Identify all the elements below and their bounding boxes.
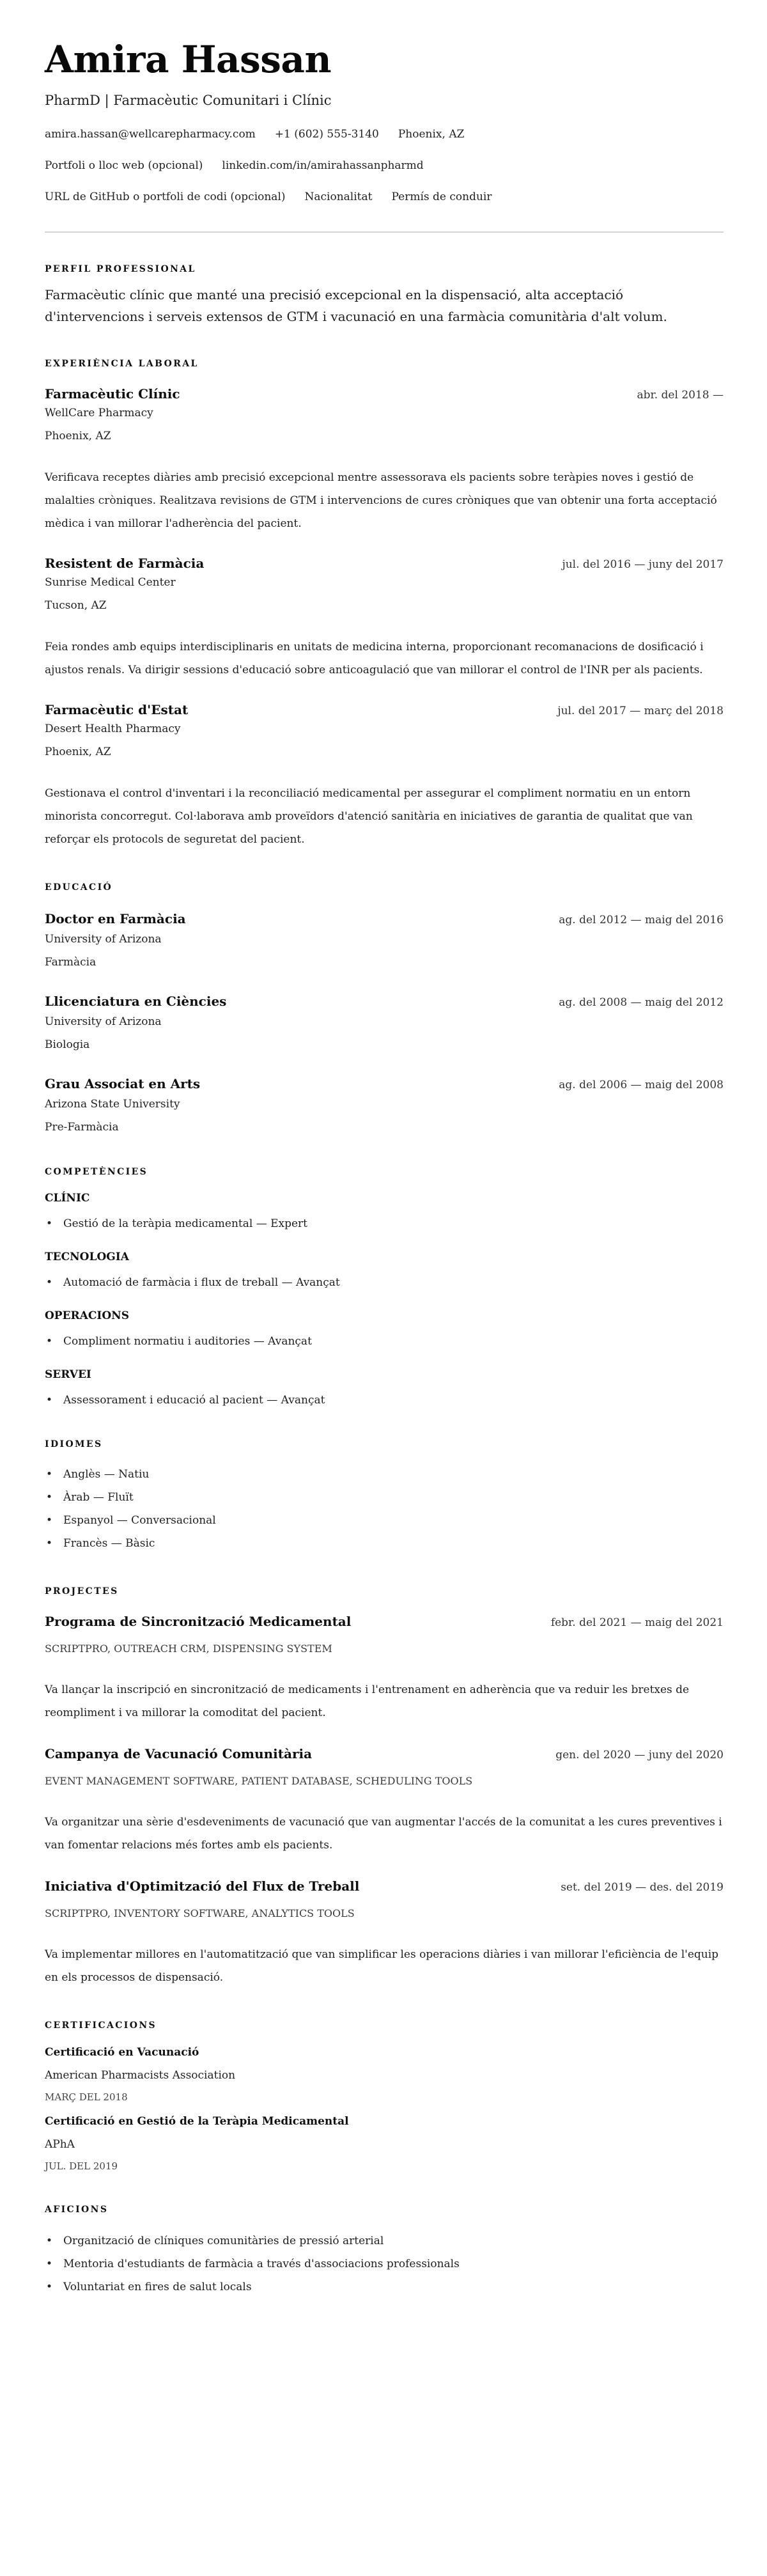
contact-driving-license: Permís de conduir (391, 191, 492, 203)
summary-text: Farmacèutic clínic que manté una precisió excepcional en la dispensació, alta acceptació d'intervencions i serveis extensos de GTM i vacunació en una farmàcia comunitària d'alt volum. (45, 287, 667, 324)
contact-nationality: Nacionalitat (304, 191, 373, 203)
project-name: Iniciativa d'Optimització del Flux de Treball (45, 1878, 360, 1894)
contact-row (45, 189, 724, 205)
project-dates: febr. del 2021 — maig del 2021 (550, 1616, 724, 1629)
skill-group (45, 1308, 724, 1349)
contact-portfolio[interactable]: Portfoli o lloc web (opcional) (45, 159, 203, 172)
experience-item (45, 385, 724, 535)
skill-group (45, 1249, 724, 1290)
school-name: University of Arizona (45, 1015, 162, 1028)
education-item (45, 1075, 724, 1136)
language-item: • Àrab — Fluït (45, 1486, 724, 1509)
job-company: WellCare Pharmacy (45, 407, 153, 419)
hobby-list (45, 2229, 724, 2299)
skill-group (45, 1190, 724, 1231)
project-tech-stack: SCRIPTPRO, INVENTORY SOFTWARE, ANALYTICS TOOLS (45, 1907, 355, 1919)
section-experience (45, 358, 724, 851)
certification-name: Certificació en Gestió de la Teràpia Medicamental (45, 2115, 349, 2128)
job-description: Feia rondes amb equips interdisciplinaris en unitats de medicina interna, proporcionant recomanacions de dosificació i ajustos renals. Va dirigir sessions d'educació sobre anticoagulació que van millorar el control de l'INR per als pacients. (45, 641, 704, 676)
contact-location: Phoenix, AZ (398, 128, 465, 141)
project-tech-stack: SCRIPTPRO, OUTREACH CRM, DISPENSING SYSTEM (45, 1643, 332, 1655)
degree-field: Pre-Farmàcia (45, 1121, 119, 1134)
language-list (45, 1463, 724, 1555)
job-dates: abr. del 2018 — (637, 389, 724, 402)
job-description: Gestionava el control d'inventari i la reconciliació medicamental per assegurar el compliment normatiu en un entorn minorista concorregut. Col·laborava amb proveïdors d'atenció sanitària en iniciatives de garantia de qualitat que van reforçar els protocols de seguretat del pacient. (45, 787, 693, 846)
section-title: PERFIL PROFESSIONAL (45, 264, 196, 274)
resume-header (45, 37, 724, 205)
section-title: CERTIFICACIONS (45, 2020, 157, 2031)
project-item (45, 1877, 724, 1989)
skill-list (45, 1334, 724, 1349)
section-title: IDIOMES (45, 1439, 103, 1449)
language-item: • Anglès — Natiu (45, 1463, 724, 1486)
skill-category: OPERACIONS (45, 1309, 129, 1322)
section-title: COMPETÈNCIES (45, 1167, 148, 1177)
job-title: Resistent de Farmàcia (45, 556, 205, 571)
education-item (45, 992, 724, 1053)
section-title: PROJECTES (45, 1586, 119, 1596)
project-dates: gen. del 2020 — juny del 2020 (555, 1749, 724, 1761)
project-description: Va organitzar una sèrie d'esdeveniments de vacunació que van augmentar l'accés de la comunitat a les cures preventives i van fomentar relacions més fortes amb els pacients. (45, 1816, 722, 1852)
degree-dates: ag. del 2008 — maig del 2012 (559, 996, 724, 1009)
project-description: Va implementar millores en l'automatització que van simplificar les operacions diàries i van millorar l'eficiència de l'equip en els processos de dispensació. (45, 1948, 719, 1984)
certification-issuer: American Pharmacists Association (45, 2069, 236, 2082)
language-item: • Espanyol — Conversacional (45, 1509, 724, 1532)
skill-item: • Gestió de la teràpia medicamental — Expert (45, 1216, 724, 1231)
job-company: Desert Health Pharmacy (45, 722, 181, 735)
project-description: Va llançar la inscripció en sincronització de medicaments i l'entrenament en adherència que va reduir les bretxes de reompliment i va millorar la comoditat del pacient. (45, 1683, 690, 1719)
language-item: • Francès — Bàsic (45, 1532, 724, 1555)
skill-group (45, 1367, 724, 1408)
candidate-headline: PharmD | Farmacèutic Comunitari i Clínic (45, 93, 332, 108)
degree-dates: ag. del 2006 — maig del 2008 (559, 1079, 724, 1091)
skill-item: • Assessorament i educació al pacient — Avançat (45, 1393, 724, 1408)
section-title: EXPERIÈNCIA LABORAL (45, 359, 199, 369)
skill-category: TECNOLOGIA (45, 1251, 129, 1263)
section-certifications (45, 2020, 724, 2173)
skill-list (45, 1216, 724, 1231)
project-item (45, 1745, 724, 1857)
section-title: EDUCACIÓ (45, 882, 113, 893)
project-item (45, 1612, 724, 1724)
contact-github[interactable]: URL de GitHub o portfoli de codi (opcional) (45, 191, 286, 203)
school-name: Arizona State University (45, 1098, 180, 1111)
contact-email[interactable]: amira.hassan@wellcarepharmacy.com (45, 128, 256, 141)
job-location: Phoenix, AZ (45, 745, 111, 758)
experience-item (45, 701, 724, 851)
candidate-name: Amira Hassan (45, 38, 332, 81)
certification-name: Certificació en Vacunació (45, 2046, 199, 2059)
skill-list (45, 1393, 724, 1408)
project-dates: set. del 2019 — des. del 2019 (561, 1881, 724, 1894)
project-name: Campanya de Vacunació Comunitària (45, 1746, 313, 1761)
job-title: Farmacèutic Clínic (45, 386, 180, 402)
contact-linkedin[interactable]: linkedin.com/in/amirahassanpharmd (222, 159, 424, 172)
project-tech-stack: EVENT MANAGEMENT SOFTWARE, PATIENT DATABASE, SCHEDULING TOOLS (45, 1775, 473, 1787)
contact-phone[interactable]: +1 (602) 555-3140 (274, 128, 379, 141)
school-name: University of Arizona (45, 933, 162, 946)
hobby-item: • Mentoria d'estudiants de farmàcia a través d'associacions professionals (45, 2252, 724, 2275)
header-divider (45, 231, 724, 233)
experience-item (45, 554, 724, 682)
job-company: Sunrise Medical Center (45, 576, 176, 589)
education-item (45, 910, 724, 971)
degree-field: Farmàcia (45, 956, 97, 969)
degree-dates: ag. del 2012 — maig del 2016 (559, 914, 724, 926)
certification-date: JUL. DEL 2019 (45, 2160, 118, 2172)
contact-row (45, 158, 724, 173)
certification-date: MARÇ DEL 2018 (45, 2091, 128, 2103)
degree-title: Llicenciatura en Ciències (45, 994, 227, 1009)
job-dates: jul. del 2017 — març del 2018 (557, 705, 724, 717)
hobby-item: • Organització de clíniques comunitàries de pressió arterial (45, 2229, 724, 2252)
skill-item: • Automació de farmàcia i flux de treball — Avançat (45, 1275, 724, 1290)
skill-category: SERVEI (45, 1368, 91, 1381)
certification-item (45, 2113, 724, 2173)
degree-title: Grau Associat en Arts (45, 1076, 201, 1091)
section-hobbies (45, 2204, 724, 2299)
certification-issuer: APhA (45, 2138, 75, 2151)
job-title: Farmacèutic d'Estat (45, 702, 189, 717)
section-languages (45, 1439, 724, 1555)
certification-item (45, 2044, 724, 2104)
job-location: Phoenix, AZ (45, 430, 111, 442)
contact-row (45, 127, 724, 142)
hobby-item: • Voluntariat en fires de salut locals (45, 2275, 724, 2299)
skill-list (45, 1275, 724, 1290)
job-location: Tucson, AZ (45, 599, 107, 612)
section-projects (45, 1586, 724, 1989)
section-skills (45, 1166, 724, 1408)
section-summary (45, 263, 724, 327)
job-dates: jul. del 2016 — juny del 2017 (562, 558, 724, 571)
project-name: Programa de Sincronització Medicamental (45, 1614, 352, 1629)
section-title: AFICIONS (45, 2205, 109, 2215)
degree-field: Biologia (45, 1038, 90, 1051)
skill-item: • Compliment normatiu i auditories — Avançat (45, 1334, 724, 1349)
degree-title: Doctor en Farmàcia (45, 911, 186, 926)
job-description: Verificava receptes diàries amb precisió excepcional mentre assessorava els pacients sobre teràpies noves i gestió de malalties cròniques. Realitzava revisions de GTM i intervencions de cures cròniques que van obtenir una forta acceptació mèdica i van millorar l'adherència del pacient. (45, 471, 717, 530)
skill-category: CLÍNIC (45, 1192, 90, 1205)
section-education (45, 882, 724, 1136)
